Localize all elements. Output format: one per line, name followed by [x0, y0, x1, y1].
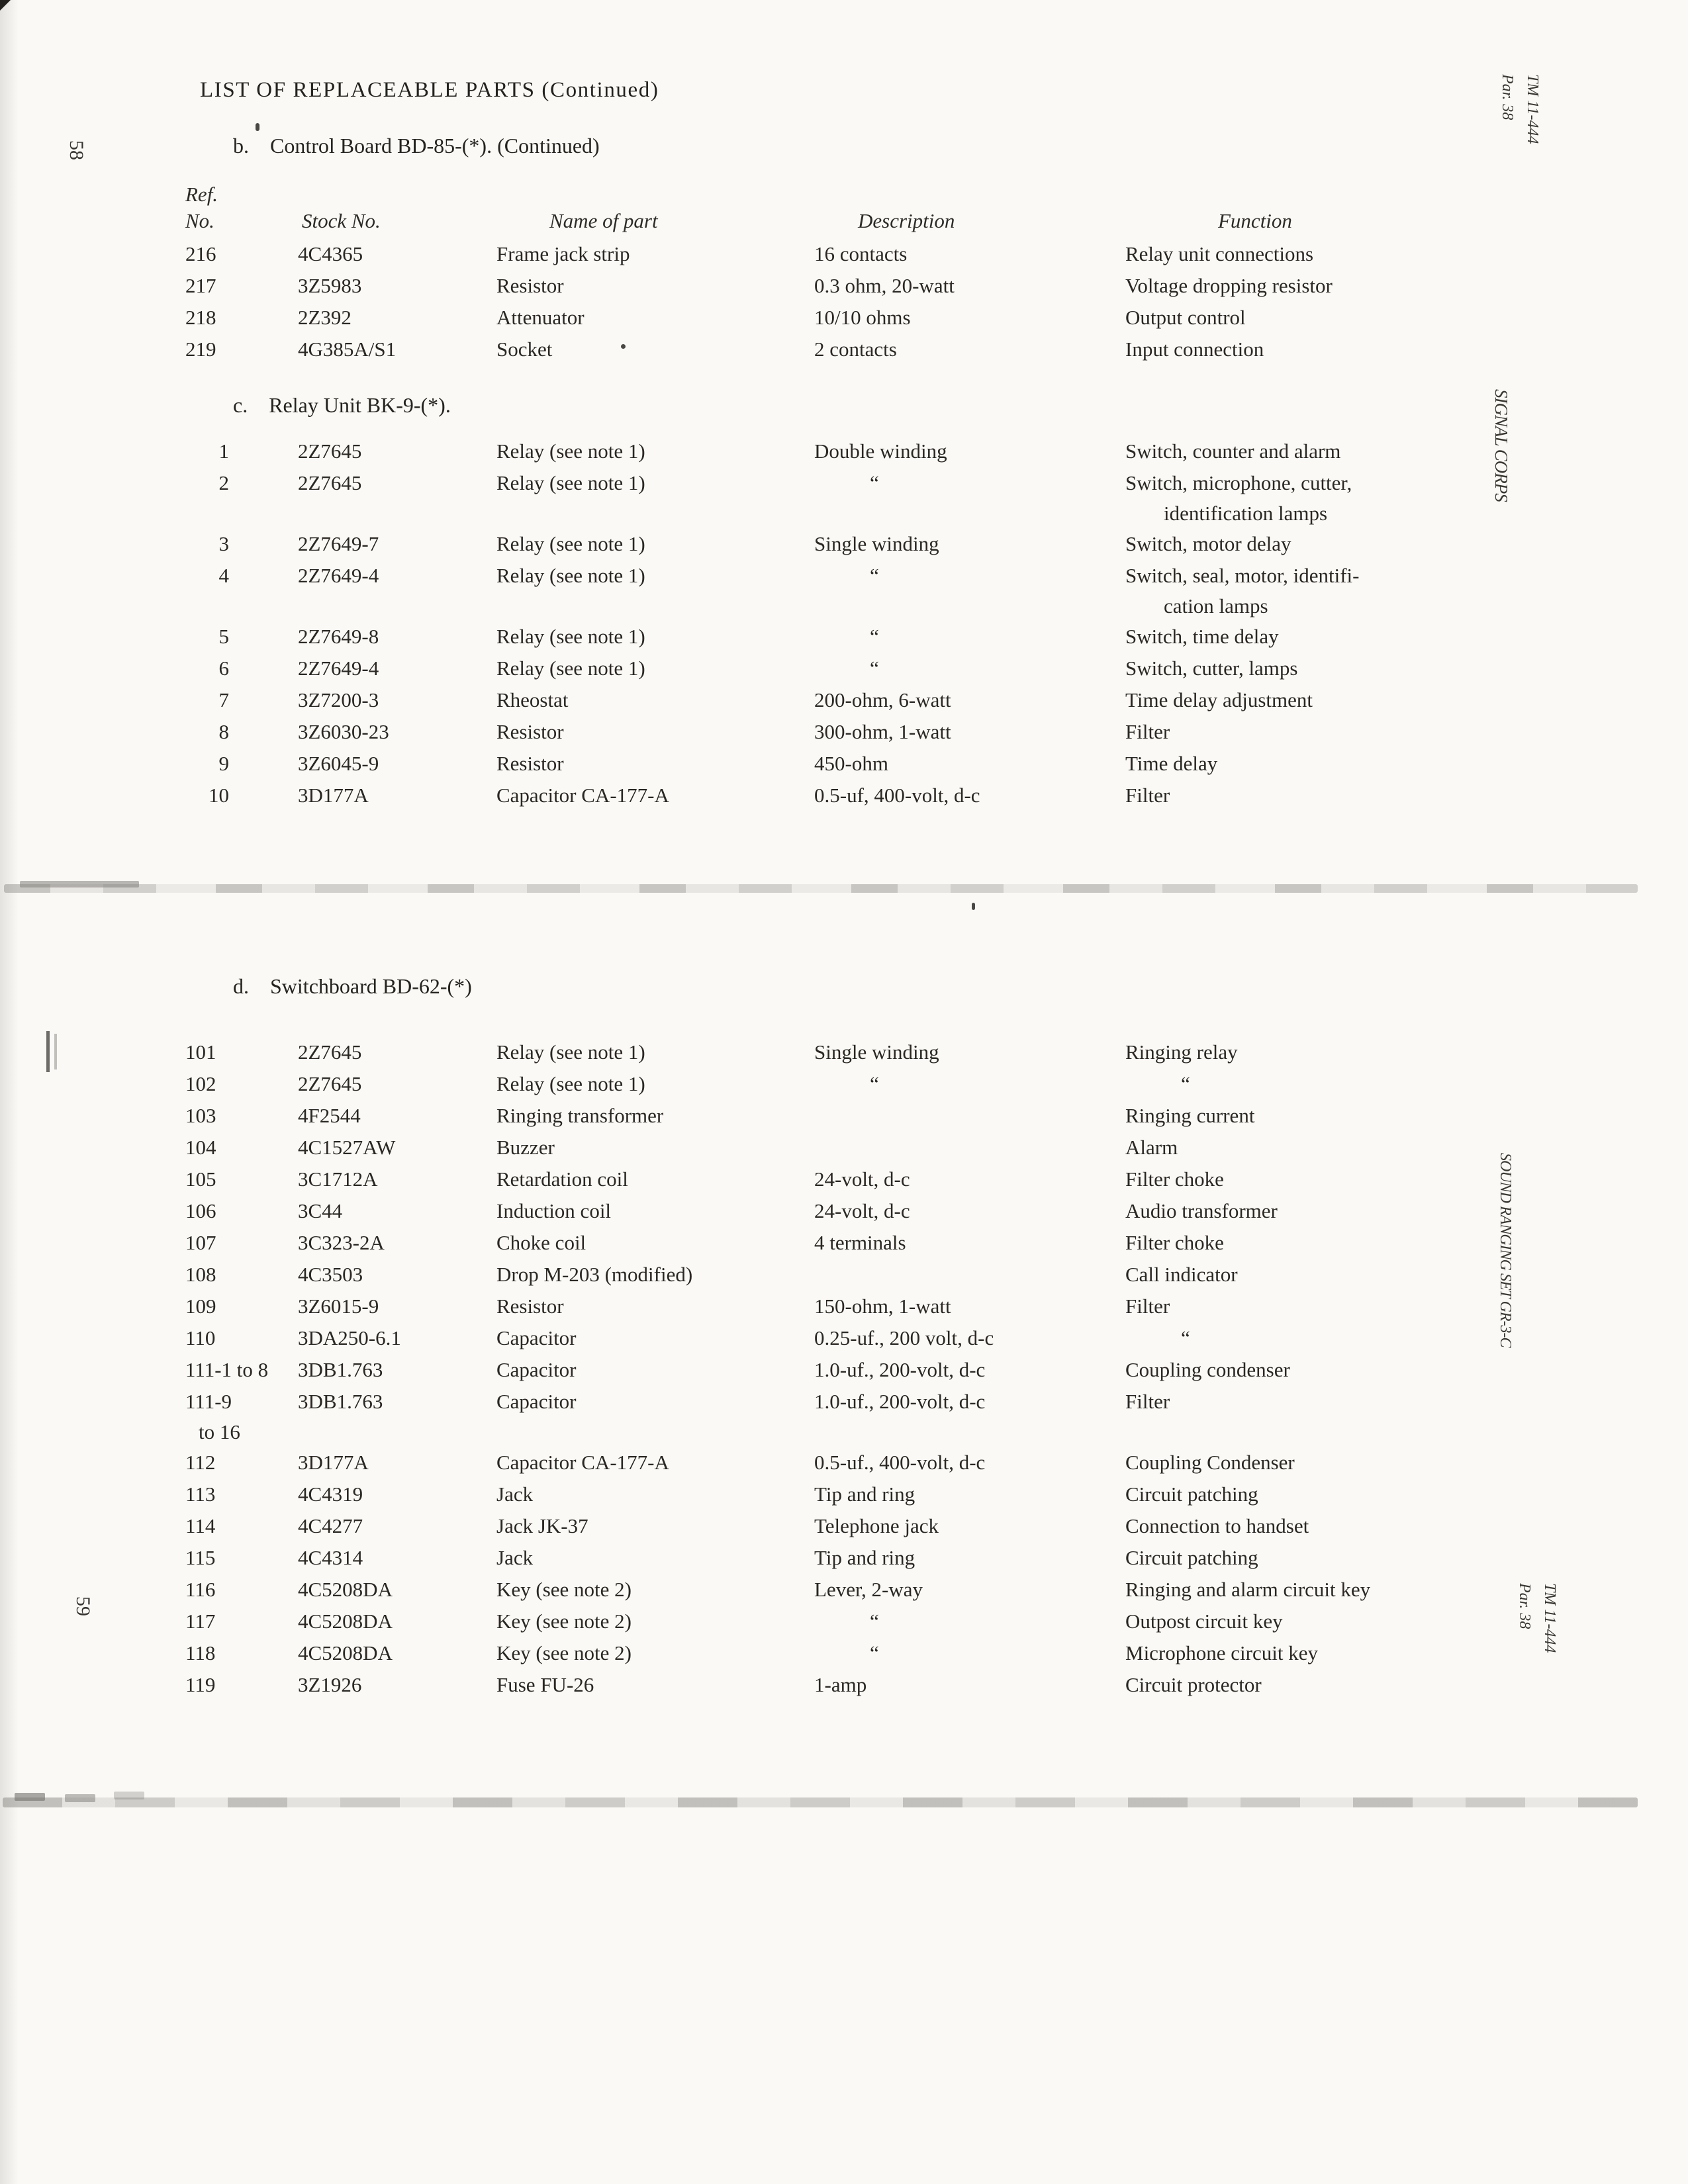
ref-cell: 117 — [185, 1610, 216, 1633]
func-cell: Call indicator — [1125, 1263, 1238, 1286]
ref-cell: 101 — [185, 1040, 216, 1064]
table-row — [185, 1510, 1529, 1542]
column-header-stock — [298, 208, 496, 234]
stock-cell: 3C323-2A — [298, 1231, 385, 1254]
table-row — [185, 1606, 1529, 1637]
func-cell: Time delay — [1125, 752, 1218, 775]
section-label-c: c. — [233, 393, 248, 417]
func-cell: Filter choke — [1125, 1231, 1224, 1254]
desc-cell: 10/10 ohms — [814, 306, 911, 329]
stock-cell: 3Z6030-23 — [298, 720, 389, 743]
table-row — [185, 1036, 1529, 1068]
desc-cell: “ — [870, 1072, 879, 1095]
stock-cell: 3Z7200-3 — [298, 688, 379, 711]
ref-cell: 115 — [185, 1546, 216, 1569]
stock-cell: 4C3503 — [298, 1263, 363, 1286]
column-header-description — [814, 208, 1125, 234]
func-cell: Connection to handset — [1125, 1514, 1309, 1537]
desc-cell: 4 terminals — [814, 1231, 906, 1254]
stock-cell: 4G385A/S1 — [298, 338, 397, 361]
desc-cell: 150-ohm, 1-watt — [814, 1295, 951, 1318]
func-cell: Outpost circuit key — [1125, 1610, 1283, 1633]
name-cell: Relay (see note 1) — [496, 564, 645, 587]
table-row — [185, 1354, 1529, 1386]
func-cell: “ — [1181, 1326, 1190, 1349]
margin-label-signal-corps: SIGNAL CORPS — [1491, 389, 1511, 502]
ref-cell: 119 — [185, 1673, 216, 1696]
stock-cell: 4C5208DA — [298, 1641, 393, 1664]
table-row — [185, 684, 1529, 716]
desc-cell — [814, 1259, 1125, 1291]
ref-cell: 1 — [218, 439, 229, 463]
desc-cell: 1.0-uf., 200-volt, d-c — [814, 1358, 986, 1381]
table-row — [185, 1259, 1529, 1291]
stock-cell: 3Z6045-9 — [298, 752, 379, 775]
ref-cell: 10 — [209, 784, 229, 807]
scan-speck — [256, 123, 259, 131]
table-row — [185, 1163, 1529, 1195]
scan-streak-divider-top — [4, 884, 1638, 893]
ref-cell: 9 — [218, 752, 229, 775]
stock-cell: 3DA250-6.1 — [298, 1326, 401, 1349]
stock-cell: 3C44 — [298, 1199, 343, 1222]
name-cell: Resistor — [496, 752, 564, 775]
desc-cell: 24-volt, d-c — [814, 1167, 910, 1191]
stock-cell: 3DB1.763 — [298, 1358, 383, 1381]
page-number-59: 59 — [72, 1596, 94, 1616]
name-cell: Jack JK-37 — [496, 1514, 588, 1537]
func-cell: Filter — [1125, 1295, 1170, 1318]
name-cell: Drop M-203 (modified) — [496, 1263, 693, 1286]
table-header-row — [185, 181, 1529, 234]
name-cell: Capacitor CA-177-A — [496, 784, 669, 807]
section-label-b: b. — [233, 134, 249, 158]
section-title-b: Control Board BD-85-(*). (Continued) — [270, 134, 600, 158]
ref-cell: 113 — [185, 1482, 216, 1506]
desc-cell — [814, 1132, 1125, 1163]
ref-cell: 5 — [218, 625, 229, 648]
name-cell: Choke coil — [496, 1231, 586, 1254]
desc-cell: 0.3 ohm, 20-watt — [814, 274, 955, 297]
desc-cell: Tip and ring — [814, 1482, 915, 1506]
column-header-name — [496, 208, 814, 234]
name-cell: Jack — [496, 1482, 534, 1506]
func-cell: Coupling Condenser — [1125, 1451, 1295, 1474]
tm-number-bottom: TM 11-444 — [1541, 1583, 1558, 1653]
desc-cell: 0.5-uf., 400-volt, d-c — [814, 1451, 986, 1474]
ref-cell: 216 — [185, 242, 216, 265]
table-row — [185, 1447, 1529, 1479]
name-cell: Relay (see note 1) — [496, 1072, 645, 1095]
func-cell: Switch, motor delay — [1125, 532, 1291, 555]
ref-cell: 7 — [218, 688, 229, 711]
desc-cell: 16 contacts — [814, 242, 908, 265]
table-row — [185, 1068, 1529, 1100]
column-header-description-label: Description — [858, 209, 955, 232]
func-cell: Input connection — [1125, 338, 1264, 361]
table-row — [185, 467, 1529, 528]
ref-cell: 102 — [185, 1072, 216, 1095]
desc-cell: 1-amp — [814, 1673, 867, 1696]
section-title-c: Relay Unit BK-9-(*). — [269, 393, 451, 417]
column-header-function — [1125, 208, 1529, 234]
stock-cell: 2Z7649-4 — [298, 657, 379, 680]
scan-edge-shading — [0, 0, 19, 2184]
ref-cell: 109 — [185, 1295, 216, 1318]
func-cell: Switch, cutter, lamps — [1125, 657, 1298, 680]
stock-cell: 4C5208DA — [298, 1610, 393, 1633]
ref-cell: 114 — [185, 1514, 216, 1537]
func-cell: Filter — [1125, 720, 1170, 743]
stock-cell: 2Z7649-7 — [298, 532, 379, 555]
stock-cell: 2Z7649-8 — [298, 625, 379, 648]
desc-cell: “ — [870, 1641, 879, 1664]
ref-cell: 107 — [185, 1231, 216, 1254]
stock-cell: 4C5208DA — [298, 1578, 393, 1601]
running-head-top — [1495, 74, 1545, 144]
stock-cell: 3Z5983 — [298, 274, 362, 297]
func-cell: “ — [1181, 1072, 1190, 1095]
name-cell: Relay (see note 1) — [496, 532, 645, 555]
func-cell: Ringing and alarm circuit key — [1125, 1578, 1371, 1601]
stock-cell: 4C1527AW — [298, 1136, 396, 1159]
table-row — [185, 560, 1529, 621]
tm-number-top: TM 11-444 — [1524, 74, 1541, 144]
desc-cell: “ — [870, 657, 879, 680]
ref-cell: 103 — [185, 1104, 216, 1127]
name-cell: Rheostat — [496, 688, 569, 711]
table-row — [185, 1574, 1529, 1606]
table-row — [185, 716, 1529, 748]
func-cell: Ringing current — [1125, 1104, 1255, 1127]
section-heading-d — [233, 974, 472, 999]
ref-cell: 3 — [218, 532, 229, 555]
name-cell: Capacitor CA-177-A — [496, 1451, 669, 1474]
desc-cell: “ — [870, 625, 879, 648]
ref-cell: 105 — [185, 1167, 216, 1191]
table-row — [185, 1479, 1529, 1510]
stock-cell: 3D177A — [298, 1451, 369, 1474]
func-cell: Alarm — [1125, 1136, 1178, 1159]
ref-cell: 106 — [185, 1199, 216, 1222]
ref-cell: 116 — [185, 1578, 216, 1601]
name-cell: Relay (see note 1) — [496, 625, 645, 648]
stock-cell: 2Z7645 — [298, 1072, 362, 1095]
func-cell: Coupling condenser — [1125, 1358, 1290, 1381]
ref-cell: 4 — [218, 564, 229, 587]
stock-cell: 4C4319 — [298, 1482, 363, 1506]
func-cell: Filter — [1125, 784, 1170, 807]
section-label-d: d. — [233, 974, 249, 998]
table-row — [185, 270, 1529, 302]
desc-cell: 200-ohm, 6-watt — [814, 688, 951, 711]
name-cell: Buzzer — [496, 1136, 555, 1159]
func-cell: Circuit patching — [1125, 1482, 1258, 1506]
table-row — [185, 1227, 1529, 1259]
stock-cell: 2Z392 — [298, 306, 352, 329]
desc-cell: 24-volt, d-c — [814, 1199, 910, 1222]
table-row — [185, 1637, 1529, 1669]
stock-cell: 3Z6015-9 — [298, 1295, 379, 1318]
desc-cell: “ — [870, 471, 879, 494]
name-cell: Key (see note 2) — [496, 1610, 632, 1633]
parts-table-relay-unit — [185, 435, 1529, 811]
table-row — [185, 435, 1529, 467]
func-cell: Filter choke — [1125, 1167, 1224, 1191]
ref-cell: 110 — [185, 1326, 216, 1349]
ref-cell: 104 — [185, 1136, 216, 1159]
scan-speck — [972, 903, 975, 910]
table-row — [185, 1669, 1529, 1701]
column-header-ref — [185, 181, 298, 234]
ref-cell: 219 — [185, 338, 216, 361]
desc-cell: “ — [870, 1610, 879, 1633]
column-header-ref-line1: Ref. — [185, 183, 218, 206]
name-cell: Relay (see note 1) — [496, 657, 645, 680]
ref-cell: 108 — [185, 1263, 216, 1286]
stock-cell: 2Z7649-4 — [298, 564, 379, 587]
func-cell: Time delay adjustment — [1125, 688, 1313, 711]
desc-cell: 0.25-uf., 200 volt, d-c — [814, 1326, 994, 1349]
column-header-stock-label: Stock No. — [302, 209, 381, 232]
parts-table-control-board — [185, 238, 1529, 365]
desc-cell: 0.5-uf, 400-volt, d-c — [814, 784, 980, 807]
name-cell: Induction coil — [496, 1199, 612, 1222]
ref-cell: 2 — [218, 471, 229, 494]
desc-cell — [814, 1100, 1125, 1132]
scan-tick-mark — [46, 1031, 50, 1072]
table-row — [185, 238, 1529, 270]
table-row — [185, 1195, 1529, 1227]
table-row — [185, 653, 1529, 684]
stock-cell: 4C4365 — [298, 242, 363, 265]
stock-cell: 2Z7645 — [298, 439, 362, 463]
desc-cell: “ — [870, 564, 879, 587]
name-cell: Relay (see note 1) — [496, 439, 645, 463]
table-row — [185, 1291, 1529, 1322]
ref-cell: 8 — [218, 720, 229, 743]
table-row — [185, 1132, 1529, 1163]
name-cell: Relay (see note 1) — [496, 1040, 645, 1064]
func-cell: Switch, seal, motor, identifi- cation lamps — [1125, 564, 1360, 617]
name-cell: Key (see note 2) — [496, 1578, 632, 1601]
stock-cell: 4C4314 — [298, 1546, 363, 1569]
name-cell: Capacitor — [496, 1358, 577, 1381]
table-row — [185, 1386, 1529, 1447]
stock-cell: 4F2544 — [298, 1104, 361, 1127]
func-cell: Switch, counter and alarm — [1125, 439, 1341, 463]
func-cell: Switch, microphone, cutter, identification lamps — [1125, 471, 1352, 525]
scan-tick-mark-faint — [54, 1034, 57, 1069]
stock-cell: 2Z7645 — [298, 471, 362, 494]
ref-cell: 218 — [185, 306, 216, 329]
table-row — [185, 1542, 1529, 1574]
ref-cell: 6 — [218, 657, 229, 680]
column-header-ref-line2: No. — [185, 209, 214, 232]
stock-cell: 2Z7645 — [298, 1040, 362, 1064]
func-cell: Voltage dropping resistor — [1125, 274, 1333, 297]
table-row — [185, 621, 1529, 653]
func-cell: Circuit patching — [1125, 1546, 1258, 1569]
stock-cell: 3DB1.763 — [298, 1390, 383, 1413]
name-cell: Jack — [496, 1546, 534, 1569]
desc-cell: 1.0-uf., 200-volt, d-c — [814, 1390, 986, 1413]
desc-cell: Single winding — [814, 532, 939, 555]
name-cell: Fuse FU-26 — [496, 1673, 594, 1696]
scan-streak-divider-bottom — [3, 1797, 1638, 1807]
ref-cell: 118 — [185, 1641, 216, 1664]
table-row — [185, 748, 1529, 780]
page-title: LIST OF REPLACEABLE PARTS (Continued) — [200, 78, 659, 102]
paragraph-ref-bottom: Par. 38 — [1516, 1583, 1533, 1629]
desc-cell: Lever, 2-way — [814, 1578, 923, 1601]
parts-table-switchboard — [185, 1036, 1529, 1701]
func-cell: Filter — [1125, 1390, 1170, 1413]
table-row — [185, 528, 1529, 560]
paragraph-ref-top: Par. 38 — [1499, 74, 1516, 120]
scan-speck — [621, 344, 626, 349]
name-cell: Ringing transformer — [496, 1104, 664, 1127]
stock-cell: 3D177A — [298, 784, 369, 807]
page-number-58: 58 — [66, 140, 87, 160]
margin-label-sound-ranging: SOUND RANGING SET GR-3-C — [1497, 1153, 1514, 1347]
table-row — [185, 1100, 1529, 1132]
section-heading-b — [233, 134, 600, 158]
func-cell: Output control — [1125, 306, 1246, 329]
func-cell: Switch, time delay — [1125, 625, 1279, 648]
table-row — [185, 1322, 1529, 1354]
scan-corner-artifact — [0, 0, 11, 11]
stock-cell: 3Z1926 — [298, 1673, 362, 1696]
name-cell: Retardation coil — [496, 1167, 628, 1191]
name-cell: Resistor — [496, 720, 564, 743]
desc-cell: 300-ohm, 1-watt — [814, 720, 951, 743]
desc-cell: Double winding — [814, 439, 947, 463]
ref-cell: 217 — [185, 274, 216, 297]
desc-cell: Telephone jack — [814, 1514, 939, 1537]
func-cell: Microphone circuit key — [1125, 1641, 1318, 1664]
desc-cell: Tip and ring — [814, 1546, 915, 1569]
name-cell: Relay (see note 1) — [496, 471, 645, 494]
name-cell: Resistor — [496, 274, 564, 297]
func-cell: Ringing relay — [1125, 1040, 1238, 1064]
table-row — [185, 302, 1529, 334]
table-row — [185, 780, 1529, 811]
column-header-function-label: Function — [1218, 209, 1292, 232]
ref-cell: 111-9 to 16 — [185, 1390, 240, 1443]
section-title-d: Switchboard BD-62-(*) — [270, 974, 472, 998]
desc-cell: 450-ohm — [814, 752, 888, 775]
ref-cell: 112 — [185, 1451, 216, 1474]
func-cell: Circuit protector — [1125, 1673, 1262, 1696]
desc-cell: 2 contacts — [814, 338, 897, 361]
ref-cell: 111-1 to 8 — [185, 1358, 269, 1381]
func-cell: Relay unit connections — [1125, 242, 1314, 265]
func-cell: Audio transformer — [1125, 1199, 1278, 1222]
column-header-name-label: Name of part — [549, 209, 658, 232]
table-row — [185, 334, 1529, 365]
name-cell: Attenuator — [496, 306, 585, 329]
name-cell: Frame jack strip — [496, 242, 630, 265]
stock-cell: 3C1712A — [298, 1167, 378, 1191]
desc-cell: Single winding — [814, 1040, 939, 1064]
section-heading-c — [233, 393, 451, 418]
name-cell: Key (see note 2) — [496, 1641, 632, 1664]
name-cell: Socket — [496, 338, 553, 361]
stock-cell: 4C4277 — [298, 1514, 363, 1537]
name-cell: Capacitor — [496, 1326, 577, 1349]
name-cell: Capacitor — [496, 1390, 577, 1413]
name-cell: Resistor — [496, 1295, 564, 1318]
